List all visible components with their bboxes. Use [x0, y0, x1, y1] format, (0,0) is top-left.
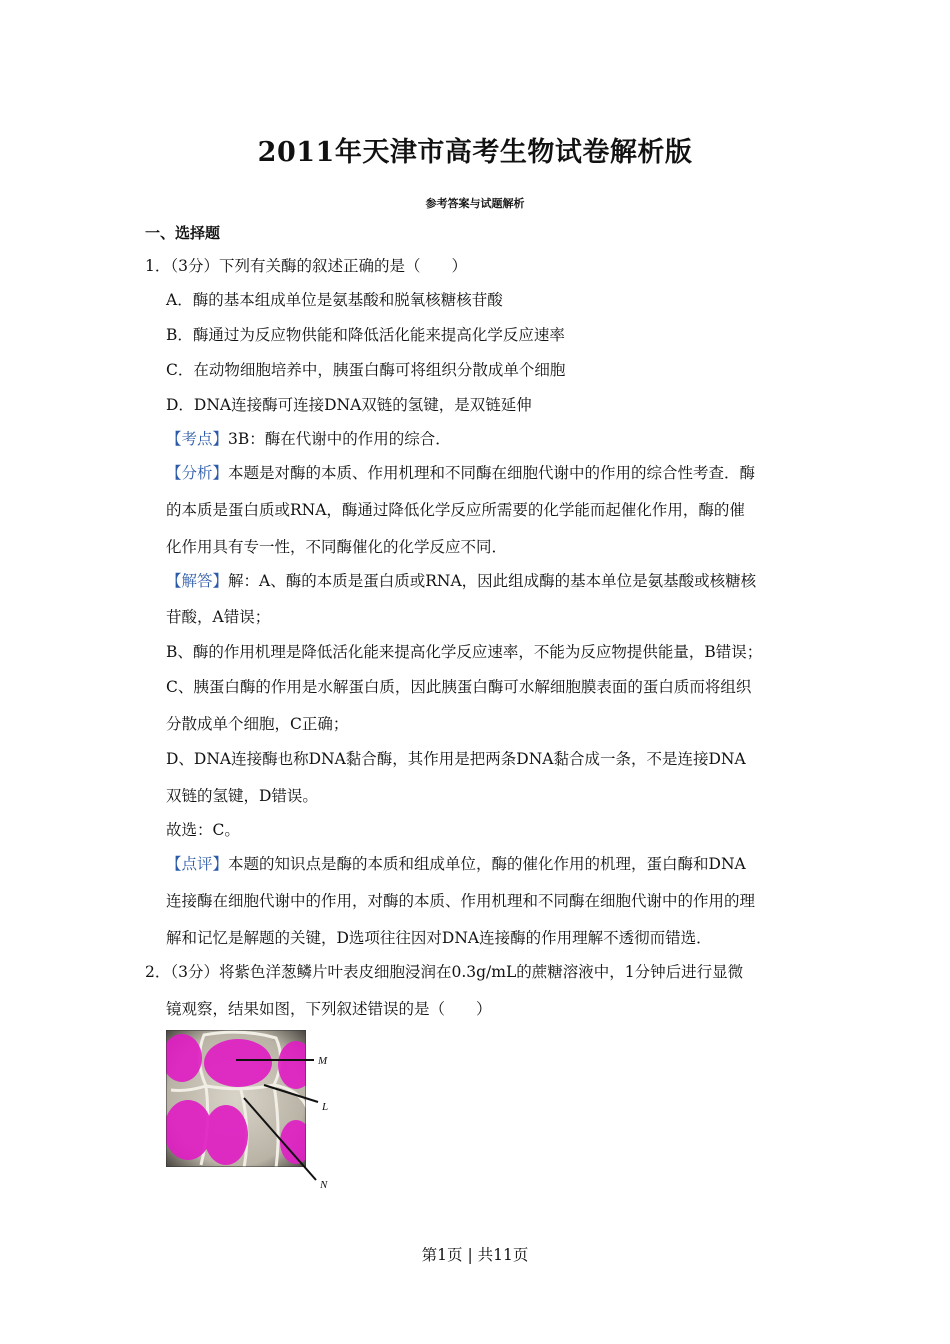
- answer-line: 故选：C。: [166, 821, 240, 839]
- page-subtitle: 参考答案与试题解析: [425, 197, 525, 210]
- question-1-option-a: A．酶的基本组成单位是氨基酸和脱氧核糖核苷酸: [166, 291, 503, 309]
- dianping-line-3: 解和记忆是解题的关键，D选项往往因对DNA连接酶的作用理解不透彻而错选．: [166, 929, 712, 947]
- dianping-line-1: [166, 854, 746, 874]
- question-1-option-b: B．酶通过为反应物供能和降低活化能来提高化学反应速率: [166, 326, 565, 344]
- kaodian-tag: 【考点】: [166, 430, 229, 448]
- dianping-line-2: 连接酶在细胞代谢中的作用，对酶的本质、作用机理和不同酶在细胞代谢中的作用的理: [166, 892, 756, 910]
- jieda-line-3: B、酶的作用机理是降低活化能来提高化学反应速率，不能为反应物提供能量，B错误；: [166, 643, 763, 661]
- label-l: L: [322, 1101, 329, 1113]
- section-heading: 一、选择题: [145, 224, 221, 242]
- dianping-text: 本题的知识点是酶的本质和组成单位，酶的催化作用的机理，蛋白酶和DNA: [228, 855, 746, 873]
- jieda-line-4: C、胰蛋白酶的作用是水解蛋白质，因此胰蛋白酶可水解细胞膜表面的蛋白质而将组织: [166, 678, 752, 696]
- fenxi-line-1: [166, 463, 755, 483]
- label-n: N: [320, 1179, 328, 1190]
- kaodian-line: [166, 429, 451, 449]
- question-2-stem-line-2: 镜观察，结果如图，下列叙述错误的是（ ）: [166, 1000, 492, 1018]
- micrograph-figure: [166, 1030, 346, 1190]
- jieda-text: 解：A、酶的本质是蛋白质或RNA，因此组成酶的基本单位是氨基酸或核糖核: [228, 572, 757, 590]
- jieda-line-6: D、DNA连接酶也称DNA黏合酶，其作用是把两条DNA黏合成一条，不是连接DNA: [166, 750, 746, 768]
- label-m: M: [318, 1055, 328, 1067]
- fenxi-line-2: 的本质是蛋白质或RNA，酶通过降低化学反应所需要的化学能而起催化作用，酶的催: [166, 501, 745, 519]
- jieda-line-7: 双链的氢键，D错误。: [166, 787, 318, 805]
- jieda-line-5: 分散成单个细胞，C正确；: [166, 715, 349, 733]
- page-title: 2011年天津市高考生物试卷解析版: [257, 137, 693, 168]
- kaodian-text: 3B：酶在代谢中的作用的综合．: [228, 430, 451, 448]
- question-1-option-d: D．DNA连接酶可连接DNA双链的氢键，是双链延伸: [166, 396, 532, 414]
- jieda-tag: 【解答】: [166, 572, 229, 590]
- jieda-line-1: [166, 571, 756, 591]
- question-1-stem: 1．（3分）下列有关酶的叙述正确的是（ ）: [145, 257, 467, 275]
- page-footer: 第1页 | 共11页: [421, 1246, 529, 1264]
- dianping-tag: 【点评】: [166, 855, 229, 873]
- protoplast-bottom-mid: [204, 1105, 248, 1165]
- question-2-stem-line-1: 2．（3分）将紫色洋葱鳞片叶表皮细胞浸润在0.3g/mL的蔗糖溶液中，1分钟后进行显微: [145, 963, 744, 981]
- question-1-option-c: C．在动物细胞培养中，胰蛋白酶可将组织分散成单个细胞: [166, 361, 566, 379]
- fenxi-text: 本题是对酶的本质、作用机理和不同酶在细胞代谢中的作用的综合性考查．酶: [228, 464, 756, 482]
- protoplast-right: [278, 1041, 314, 1089]
- jieda-line-2: 苷酸，A错误；: [166, 608, 271, 626]
- fenxi-line-3: 化作用具有专一性，不同酶催化的化学反应不同．: [166, 538, 508, 556]
- fenxi-tag: 【分析】: [166, 464, 229, 482]
- protoplast-top: [204, 1039, 272, 1087]
